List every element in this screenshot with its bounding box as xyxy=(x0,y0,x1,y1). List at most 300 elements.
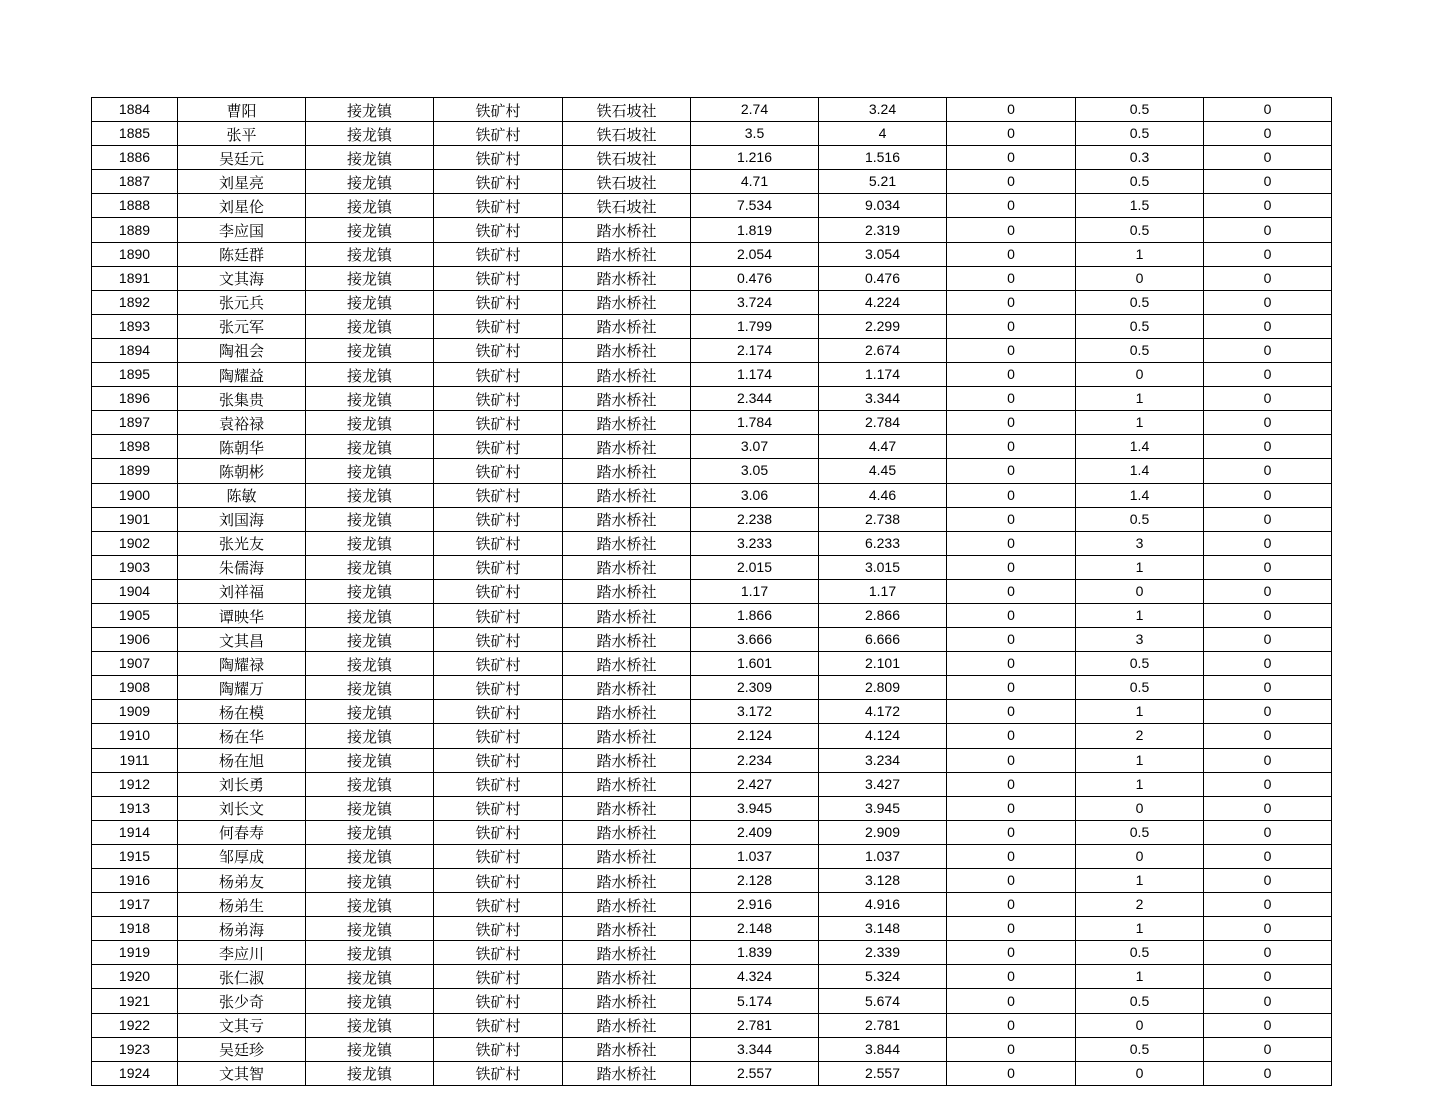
cell-group: 踏水桥社 xyxy=(563,435,691,459)
cell-value-e: 0 xyxy=(1204,724,1332,748)
cell-value-e: 0 xyxy=(1204,676,1332,700)
cell-value-c: 0 xyxy=(947,98,1076,122)
cell-value-e: 0 xyxy=(1204,314,1332,338)
cell-town: 接龙镇 xyxy=(306,555,434,579)
cell-village: 铁矿村 xyxy=(434,579,563,603)
cell-value-a: 0.476 xyxy=(691,266,819,290)
cell-value-d: 1.5 xyxy=(1076,194,1204,218)
cell-town: 接龙镇 xyxy=(306,459,434,483)
cell-value-a: 3.344 xyxy=(691,1037,819,1061)
cell-group: 踏水桥社 xyxy=(563,555,691,579)
cell-value-d: 1 xyxy=(1076,917,1204,941)
cell-town: 接龙镇 xyxy=(306,628,434,652)
cell-value-b: 2.101 xyxy=(819,652,947,676)
cell-name: 文其海 xyxy=(178,266,306,290)
cell-value-c: 0 xyxy=(947,122,1076,146)
cell-row-id: 1911 xyxy=(92,748,178,772)
cell-value-b: 3.945 xyxy=(819,796,947,820)
cell-value-c: 0 xyxy=(947,603,1076,627)
cell-value-a: 3.233 xyxy=(691,531,819,555)
cell-name: 张平 xyxy=(178,122,306,146)
table-row xyxy=(92,917,1332,941)
cell-value-b: 6.233 xyxy=(819,531,947,555)
cell-name: 杨弟友 xyxy=(178,869,306,893)
cell-group: 铁石坡社 xyxy=(563,194,691,218)
cell-value-a: 2.054 xyxy=(691,242,819,266)
table-row xyxy=(92,290,1332,314)
cell-value-d: 0.5 xyxy=(1076,652,1204,676)
cell-value-d: 0.5 xyxy=(1076,941,1204,965)
cell-town: 接龙镇 xyxy=(306,941,434,965)
cell-row-id: 1912 xyxy=(92,772,178,796)
cell-value-b: 4.47 xyxy=(819,435,947,459)
cell-row-id: 1919 xyxy=(92,941,178,965)
cell-row-id: 1917 xyxy=(92,893,178,917)
table-row xyxy=(92,869,1332,893)
cell-group: 踏水桥社 xyxy=(563,218,691,242)
cell-value-c: 0 xyxy=(947,652,1076,676)
cell-value-a: 2.427 xyxy=(691,772,819,796)
cell-value-b: 2.909 xyxy=(819,820,947,844)
cell-value-c: 0 xyxy=(947,459,1076,483)
cell-row-id: 1884 xyxy=(92,98,178,122)
cell-value-e: 0 xyxy=(1204,555,1332,579)
cell-value-b: 6.666 xyxy=(819,628,947,652)
cell-village: 铁矿村 xyxy=(434,483,563,507)
cell-village: 铁矿村 xyxy=(434,435,563,459)
cell-value-a: 2.557 xyxy=(691,1061,819,1085)
cell-value-d: 0.5 xyxy=(1076,676,1204,700)
cell-row-id: 1895 xyxy=(92,363,178,387)
cell-value-b: 3.015 xyxy=(819,555,947,579)
cell-name: 陶祖会 xyxy=(178,338,306,362)
cell-village: 铁矿村 xyxy=(434,700,563,724)
cell-value-a: 2.124 xyxy=(691,724,819,748)
cell-row-id: 1914 xyxy=(92,820,178,844)
cell-group: 踏水桥社 xyxy=(563,941,691,965)
cell-value-a: 3.06 xyxy=(691,483,819,507)
cell-value-e: 0 xyxy=(1204,772,1332,796)
cell-value-d: 1 xyxy=(1076,411,1204,435)
cell-value-e: 0 xyxy=(1204,290,1332,314)
cell-value-c: 0 xyxy=(947,965,1076,989)
cell-group: 踏水桥社 xyxy=(563,411,691,435)
table-row xyxy=(92,676,1332,700)
cell-village: 铁矿村 xyxy=(434,652,563,676)
data-table xyxy=(91,97,1332,1086)
cell-value-a: 1.601 xyxy=(691,652,819,676)
cell-name: 陈朝彬 xyxy=(178,459,306,483)
cell-town: 接龙镇 xyxy=(306,1037,434,1061)
cell-value-e: 0 xyxy=(1204,411,1332,435)
cell-value-b: 2.674 xyxy=(819,338,947,362)
cell-row-id: 1922 xyxy=(92,1013,178,1037)
cell-value-c: 0 xyxy=(947,579,1076,603)
cell-value-d: 1 xyxy=(1076,965,1204,989)
cell-value-c: 0 xyxy=(947,266,1076,290)
cell-value-e: 0 xyxy=(1204,531,1332,555)
cell-town: 接龙镇 xyxy=(306,387,434,411)
cell-value-e: 0 xyxy=(1204,242,1332,266)
cell-name: 何春寿 xyxy=(178,820,306,844)
cell-village: 铁矿村 xyxy=(434,411,563,435)
cell-name: 张仁淑 xyxy=(178,965,306,989)
cell-village: 铁矿村 xyxy=(434,603,563,627)
cell-value-e: 0 xyxy=(1204,796,1332,820)
cell-name: 吴廷珍 xyxy=(178,1037,306,1061)
cell-value-c: 0 xyxy=(947,1061,1076,1085)
cell-row-id: 1918 xyxy=(92,917,178,941)
cell-value-d: 1.4 xyxy=(1076,459,1204,483)
cell-group: 踏水桥社 xyxy=(563,483,691,507)
cell-name: 曹阳 xyxy=(178,98,306,122)
cell-value-a: 2.015 xyxy=(691,555,819,579)
cell-value-d: 0.5 xyxy=(1076,122,1204,146)
cell-value-d: 1 xyxy=(1076,869,1204,893)
cell-town: 接龙镇 xyxy=(306,363,434,387)
cell-value-a: 1.216 xyxy=(691,146,819,170)
cell-village: 铁矿村 xyxy=(434,531,563,555)
cell-value-e: 0 xyxy=(1204,1037,1332,1061)
cell-value-a: 1.784 xyxy=(691,411,819,435)
cell-row-id: 1904 xyxy=(92,579,178,603)
cell-value-c: 0 xyxy=(947,772,1076,796)
cell-value-d: 0 xyxy=(1076,844,1204,868)
cell-value-c: 0 xyxy=(947,1013,1076,1037)
cell-village: 铁矿村 xyxy=(434,1061,563,1085)
cell-value-b: 1.037 xyxy=(819,844,947,868)
cell-name: 文其亏 xyxy=(178,1013,306,1037)
cell-value-e: 0 xyxy=(1204,435,1332,459)
cell-town: 接龙镇 xyxy=(306,411,434,435)
table-row xyxy=(92,435,1332,459)
cell-value-e: 0 xyxy=(1204,869,1332,893)
cell-name: 陈朝华 xyxy=(178,435,306,459)
cell-row-id: 1897 xyxy=(92,411,178,435)
cell-value-a: 2.148 xyxy=(691,917,819,941)
cell-village: 铁矿村 xyxy=(434,459,563,483)
cell-value-c: 0 xyxy=(947,796,1076,820)
cell-row-id: 1901 xyxy=(92,507,178,531)
cell-value-b: 4.172 xyxy=(819,700,947,724)
cell-group: 踏水桥社 xyxy=(563,459,691,483)
cell-value-c: 0 xyxy=(947,194,1076,218)
cell-value-d: 0 xyxy=(1076,363,1204,387)
table-row xyxy=(92,314,1332,338)
cell-value-a: 2.916 xyxy=(691,893,819,917)
table-row xyxy=(92,555,1332,579)
cell-row-id: 1885 xyxy=(92,122,178,146)
cell-value-b: 3.234 xyxy=(819,748,947,772)
cell-name: 李应国 xyxy=(178,218,306,242)
cell-row-id: 1915 xyxy=(92,844,178,868)
cell-value-a: 7.534 xyxy=(691,194,819,218)
cell-value-b: 2.809 xyxy=(819,676,947,700)
cell-value-d: 0 xyxy=(1076,796,1204,820)
cell-row-id: 1889 xyxy=(92,218,178,242)
table-row xyxy=(92,507,1332,531)
cell-value-e: 0 xyxy=(1204,459,1332,483)
cell-row-id: 1887 xyxy=(92,170,178,194)
cell-value-c: 0 xyxy=(947,1037,1076,1061)
cell-value-b: 4.916 xyxy=(819,893,947,917)
cell-town: 接龙镇 xyxy=(306,748,434,772)
cell-value-c: 0 xyxy=(947,507,1076,531)
cell-value-d: 1 xyxy=(1076,772,1204,796)
cell-village: 铁矿村 xyxy=(434,338,563,362)
cell-group: 踏水桥社 xyxy=(563,772,691,796)
cell-row-id: 1905 xyxy=(92,603,178,627)
cell-value-e: 0 xyxy=(1204,507,1332,531)
cell-name: 文其智 xyxy=(178,1061,306,1085)
cell-town: 接龙镇 xyxy=(306,435,434,459)
cell-value-e: 0 xyxy=(1204,122,1332,146)
cell-name: 张少奇 xyxy=(178,989,306,1013)
cell-village: 铁矿村 xyxy=(434,748,563,772)
cell-town: 接龙镇 xyxy=(306,218,434,242)
cell-town: 接龙镇 xyxy=(306,290,434,314)
table-row xyxy=(92,1037,1332,1061)
cell-group: 踏水桥社 xyxy=(563,531,691,555)
cell-name: 杨在华 xyxy=(178,724,306,748)
cell-village: 铁矿村 xyxy=(434,98,563,122)
cell-village: 铁矿村 xyxy=(434,363,563,387)
cell-value-d: 1 xyxy=(1076,700,1204,724)
cell-value-c: 0 xyxy=(947,531,1076,555)
cell-group: 踏水桥社 xyxy=(563,796,691,820)
cell-town: 接龙镇 xyxy=(306,724,434,748)
cell-value-c: 0 xyxy=(947,941,1076,965)
cell-group: 踏水桥社 xyxy=(563,507,691,531)
table-row xyxy=(92,844,1332,868)
cell-row-id: 1894 xyxy=(92,338,178,362)
cell-value-e: 0 xyxy=(1204,917,1332,941)
cell-value-e: 0 xyxy=(1204,266,1332,290)
cell-value-a: 3.666 xyxy=(691,628,819,652)
cell-value-e: 0 xyxy=(1204,941,1332,965)
cell-value-a: 1.17 xyxy=(691,579,819,603)
cell-value-c: 0 xyxy=(947,724,1076,748)
cell-row-id: 1893 xyxy=(92,314,178,338)
cell-village: 铁矿村 xyxy=(434,772,563,796)
cell-name: 杨在模 xyxy=(178,700,306,724)
cell-group: 踏水桥社 xyxy=(563,242,691,266)
cell-town: 接龙镇 xyxy=(306,194,434,218)
cell-value-d: 0.5 xyxy=(1076,1037,1204,1061)
cell-value-d: 0.5 xyxy=(1076,820,1204,844)
cell-value-d: 2 xyxy=(1076,893,1204,917)
cell-value-c: 0 xyxy=(947,387,1076,411)
cell-value-d: 1.4 xyxy=(1076,435,1204,459)
cell-value-a: 5.174 xyxy=(691,989,819,1013)
cell-row-id: 1920 xyxy=(92,965,178,989)
cell-group: 踏水桥社 xyxy=(563,266,691,290)
cell-value-a: 1.799 xyxy=(691,314,819,338)
cell-value-b: 0.476 xyxy=(819,266,947,290)
table-row xyxy=(92,242,1332,266)
cell-value-b: 2.339 xyxy=(819,941,947,965)
cell-village: 铁矿村 xyxy=(434,146,563,170)
cell-town: 接龙镇 xyxy=(306,338,434,362)
table-row xyxy=(92,483,1332,507)
table-row xyxy=(92,579,1332,603)
cell-town: 接龙镇 xyxy=(306,122,434,146)
cell-name: 张光友 xyxy=(178,531,306,555)
table-row xyxy=(92,652,1332,676)
cell-value-b: 2.319 xyxy=(819,218,947,242)
cell-value-c: 0 xyxy=(947,989,1076,1013)
cell-name: 刘长文 xyxy=(178,796,306,820)
cell-town: 接龙镇 xyxy=(306,1013,434,1037)
cell-value-b: 3.148 xyxy=(819,917,947,941)
cell-name: 刘国海 xyxy=(178,507,306,531)
cell-value-b: 2.784 xyxy=(819,411,947,435)
cell-row-id: 1910 xyxy=(92,724,178,748)
cell-group: 铁石坡社 xyxy=(563,122,691,146)
cell-row-id: 1924 xyxy=(92,1061,178,1085)
cell-value-a: 3.5 xyxy=(691,122,819,146)
cell-name: 杨弟海 xyxy=(178,917,306,941)
cell-value-e: 0 xyxy=(1204,700,1332,724)
cell-town: 接龙镇 xyxy=(306,965,434,989)
cell-row-id: 1921 xyxy=(92,989,178,1013)
cell-row-id: 1890 xyxy=(92,242,178,266)
table-row xyxy=(92,266,1332,290)
cell-value-d: 0 xyxy=(1076,266,1204,290)
table-row xyxy=(92,363,1332,387)
cell-value-b: 1.516 xyxy=(819,146,947,170)
cell-village: 铁矿村 xyxy=(434,290,563,314)
cell-value-b: 3.24 xyxy=(819,98,947,122)
cell-value-b: 3.344 xyxy=(819,387,947,411)
cell-value-b: 5.324 xyxy=(819,965,947,989)
cell-value-c: 0 xyxy=(947,483,1076,507)
cell-value-d: 0 xyxy=(1076,579,1204,603)
cell-town: 接龙镇 xyxy=(306,266,434,290)
cell-village: 铁矿村 xyxy=(434,314,563,338)
cell-name: 文其昌 xyxy=(178,628,306,652)
table-row xyxy=(92,603,1332,627)
cell-group: 铁石坡社 xyxy=(563,146,691,170)
cell-value-d: 1.4 xyxy=(1076,483,1204,507)
cell-name: 张集贵 xyxy=(178,387,306,411)
cell-town: 接龙镇 xyxy=(306,98,434,122)
cell-value-e: 0 xyxy=(1204,98,1332,122)
cell-town: 接龙镇 xyxy=(306,242,434,266)
cell-village: 铁矿村 xyxy=(434,941,563,965)
cell-village: 铁矿村 xyxy=(434,1037,563,1061)
table-row xyxy=(92,772,1332,796)
cell-row-id: 1902 xyxy=(92,531,178,555)
cell-town: 接龙镇 xyxy=(306,700,434,724)
cell-value-d: 0.5 xyxy=(1076,314,1204,338)
cell-value-d: 0.5 xyxy=(1076,338,1204,362)
cell-value-c: 0 xyxy=(947,363,1076,387)
cell-town: 接龙镇 xyxy=(306,844,434,868)
cell-value-d: 1 xyxy=(1076,603,1204,627)
cell-value-a: 4.71 xyxy=(691,170,819,194)
cell-village: 铁矿村 xyxy=(434,218,563,242)
cell-value-e: 0 xyxy=(1204,1061,1332,1085)
table-body xyxy=(92,98,1332,1086)
table-row xyxy=(92,459,1332,483)
table-row xyxy=(92,146,1332,170)
cell-village: 铁矿村 xyxy=(434,965,563,989)
cell-value-b: 2.781 xyxy=(819,1013,947,1037)
table-row xyxy=(92,965,1332,989)
cell-village: 铁矿村 xyxy=(434,917,563,941)
cell-value-c: 0 xyxy=(947,338,1076,362)
cell-value-e: 0 xyxy=(1204,363,1332,387)
cell-group: 踏水桥社 xyxy=(563,820,691,844)
cell-town: 接龙镇 xyxy=(306,507,434,531)
cell-value-b: 2.299 xyxy=(819,314,947,338)
cell-value-c: 0 xyxy=(947,290,1076,314)
cell-value-c: 0 xyxy=(947,676,1076,700)
cell-row-id: 1900 xyxy=(92,483,178,507)
cell-value-d: 0.5 xyxy=(1076,290,1204,314)
cell-value-a: 2.409 xyxy=(691,820,819,844)
cell-town: 接龙镇 xyxy=(306,893,434,917)
cell-value-a: 2.74 xyxy=(691,98,819,122)
table-row xyxy=(92,724,1332,748)
cell-row-id: 1908 xyxy=(92,676,178,700)
cell-value-b: 4.45 xyxy=(819,459,947,483)
cell-value-b: 4.224 xyxy=(819,290,947,314)
cell-value-d: 0 xyxy=(1076,1013,1204,1037)
cell-group: 踏水桥社 xyxy=(563,363,691,387)
cell-town: 接龙镇 xyxy=(306,146,434,170)
cell-town: 接龙镇 xyxy=(306,917,434,941)
cell-value-e: 0 xyxy=(1204,844,1332,868)
cell-value-c: 0 xyxy=(947,917,1076,941)
cell-village: 铁矿村 xyxy=(434,122,563,146)
cell-name: 李应川 xyxy=(178,941,306,965)
cell-value-d: 0.5 xyxy=(1076,989,1204,1013)
cell-name: 陶耀万 xyxy=(178,676,306,700)
cell-row-id: 1896 xyxy=(92,387,178,411)
cell-value-a: 2.781 xyxy=(691,1013,819,1037)
cell-value-b: 4.124 xyxy=(819,724,947,748)
table-row xyxy=(92,218,1332,242)
cell-group: 踏水桥社 xyxy=(563,652,691,676)
cell-village: 铁矿村 xyxy=(434,676,563,700)
cell-value-b: 9.034 xyxy=(819,194,947,218)
cell-row-id: 1913 xyxy=(92,796,178,820)
cell-row-id: 1916 xyxy=(92,869,178,893)
cell-village: 铁矿村 xyxy=(434,507,563,531)
cell-group: 踏水桥社 xyxy=(563,1061,691,1085)
cell-name: 刘祥福 xyxy=(178,579,306,603)
cell-value-c: 0 xyxy=(947,170,1076,194)
cell-town: 接龙镇 xyxy=(306,603,434,627)
cell-name: 杨在旭 xyxy=(178,748,306,772)
table-row xyxy=(92,941,1332,965)
cell-value-d: 1 xyxy=(1076,242,1204,266)
cell-value-a: 1.174 xyxy=(691,363,819,387)
cell-group: 踏水桥社 xyxy=(563,724,691,748)
cell-village: 铁矿村 xyxy=(434,242,563,266)
table-row xyxy=(92,1013,1332,1037)
cell-town: 接龙镇 xyxy=(306,869,434,893)
cell-group: 踏水桥社 xyxy=(563,628,691,652)
cell-village: 铁矿村 xyxy=(434,893,563,917)
cell-village: 铁矿村 xyxy=(434,724,563,748)
cell-town: 接龙镇 xyxy=(306,579,434,603)
table-row xyxy=(92,122,1332,146)
cell-value-b: 4.46 xyxy=(819,483,947,507)
cell-row-id: 1898 xyxy=(92,435,178,459)
